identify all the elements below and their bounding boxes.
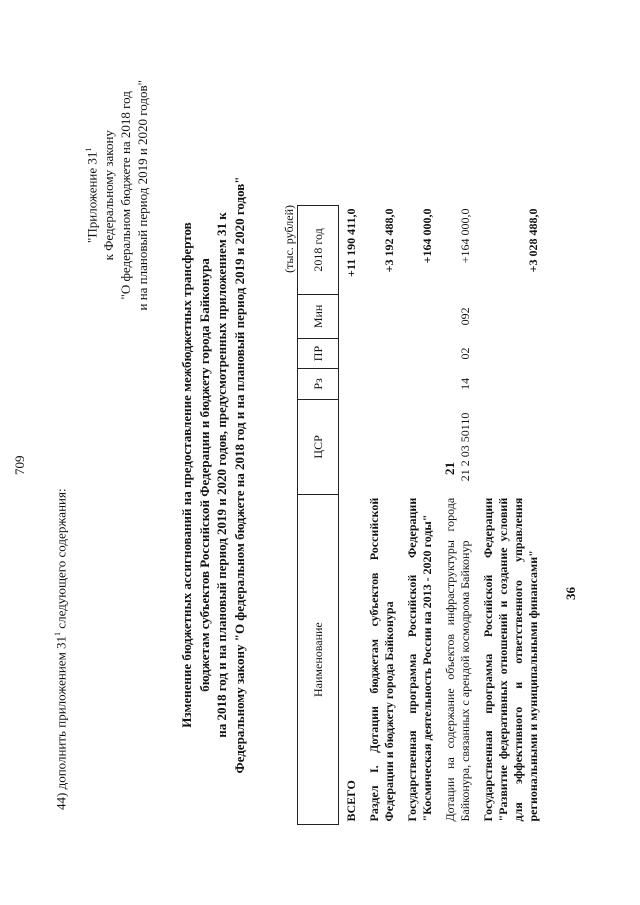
- row-pr: [399, 338, 437, 368]
- row-value: +3 028 488,0: [526, 208, 540, 273]
- row-pr: [339, 338, 362, 368]
- row-rz: [361, 369, 399, 399]
- row-rz: [475, 369, 543, 399]
- row-min: [475, 294, 543, 338]
- row-csr: [475, 399, 543, 495]
- appendix-line-1-sup: 1: [84, 147, 93, 152]
- header-pr: ПР: [298, 338, 339, 368]
- amendment-intro: [53, 488, 69, 810]
- program-code-36: 36: [563, 587, 578, 600]
- table-row: [475, 206, 543, 825]
- intro-sup: 1: [53, 631, 62, 636]
- row-value: +164 000,0: [420, 208, 434, 264]
- row-name: Раздел I. Дотации бюджетам субъектов Российской Федерации и бюджету города Байконура: [367, 497, 396, 822]
- row-csr: [399, 399, 437, 495]
- title-line-2: бюджетам субъектов Российской Федерации и бюджету города Байконура: [196, 258, 212, 692]
- row-value: +164 000,0: [458, 208, 472, 264]
- header-name: Наименование: [298, 495, 339, 825]
- row-value: +3 192 488,0: [382, 208, 396, 273]
- row-rz: [399, 369, 437, 399]
- table-row: [361, 206, 399, 825]
- appendix-line-2: к Федеральному закону: [101, 130, 117, 261]
- row-min: [361, 294, 399, 338]
- row-rz: 14: [458, 377, 472, 390]
- row-name: Государственная программа Российской Федерации "Развитие федеративных отношений и создание условий для эффективного и ответственного управления региональными и муниципальными финансами": [481, 497, 540, 822]
- header-csr: ЦСР: [298, 399, 339, 495]
- appendix-line-1-text: "Приложение 31: [84, 151, 100, 243]
- title-line-3: на 2018 год и на плановый период 2019 и 2020 годов, предусмотренных приложением 31 к: [214, 212, 229, 738]
- page-number: 709: [12, 455, 27, 475]
- units-label: (тыс. рублей): [282, 205, 296, 273]
- intro-text-after: следующего содержания:: [53, 488, 69, 632]
- document-title: [178, 105, 248, 845]
- row-name: Дотации на содержание объектов инфраструктуры города Байконура, связанных с арендой космодрома Байконур: [443, 497, 472, 822]
- row-rz: [339, 369, 362, 399]
- program-code-21: 21: [442, 462, 457, 475]
- row-name: ВСЕГО: [344, 780, 358, 822]
- row-csr: [339, 399, 362, 495]
- appendix-line-1: [80, 80, 100, 311]
- appendix-line-3: "О федеральном бюджете на 2018 год: [118, 91, 134, 300]
- table-row: [399, 206, 437, 825]
- row-value: +11 190 411,0: [344, 208, 358, 278]
- table-row: [339, 206, 362, 825]
- appendix-line-4: и на плановый период 2019 и 2020 годов": [135, 80, 151, 311]
- row-pr: [475, 338, 543, 368]
- header-value: 2018 год: [298, 206, 339, 295]
- row-name: Государственная программа Российской Федерации "Космическая деятельность России на 2013 - 2020 годы": [405, 497, 434, 822]
- title-line-1: Изменение бюджетных ассигнований на предоставление межбюджетных трансфертов: [179, 222, 194, 728]
- intro-text-before: 44) дополнить приложением 31: [53, 635, 69, 810]
- table-row: [437, 206, 475, 825]
- header-rz: Рз: [298, 369, 339, 399]
- budget-table: [297, 205, 543, 825]
- appendix-header: [80, 80, 151, 311]
- row-pr: 02: [458, 347, 472, 360]
- row-min: 092: [458, 307, 472, 326]
- table-header-row: [298, 206, 339, 825]
- row-pr: [361, 338, 399, 368]
- row-csr: 21 2 03 50110: [458, 412, 472, 482]
- row-csr: [361, 399, 399, 495]
- title-line-4: Федеральному закону "О федеральном бюджете на 2018 год и на плановый период 2019 и 2020 годов": [231, 176, 247, 774]
- header-min: Мин: [298, 294, 339, 338]
- row-min: [339, 294, 362, 338]
- row-min: [399, 294, 437, 338]
